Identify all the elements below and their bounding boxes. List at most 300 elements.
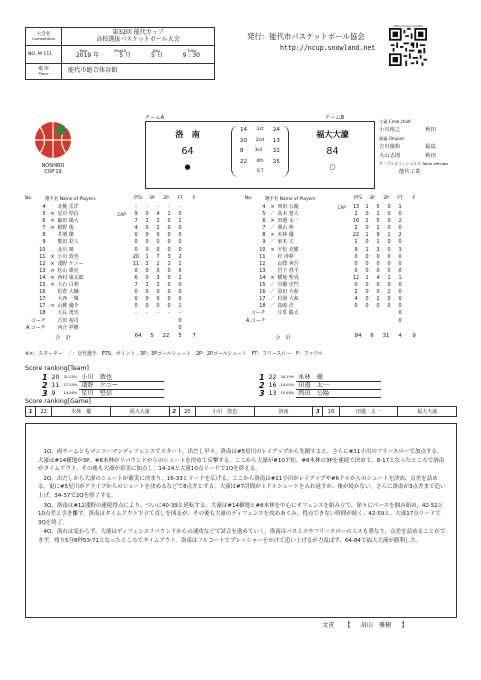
rank-pct: 14.06% [63, 391, 78, 395]
player-ft [384, 310, 395, 317]
table-row [245, 318, 406, 325]
player-no: 4 [262, 204, 266, 210]
team-a-name-text: 洛 南 [175, 129, 200, 139]
captain-mark [117, 303, 131, 310]
roster-head-2p: 2P [383, 196, 389, 201]
player-no: 6 [42, 218, 46, 225]
roster-head-f: F [192, 196, 196, 201]
ranking-team-a [40, 374, 164, 398]
player-no: 15 [39, 282, 46, 289]
player-ft [164, 318, 175, 325]
player-2p: 0 [156, 232, 160, 239]
player-3p: 0 [145, 289, 149, 296]
player-3p: 0 [365, 239, 369, 246]
player-no: 17 [39, 296, 46, 303]
player-pts: 9 [134, 211, 138, 218]
captain-mark [337, 225, 351, 232]
time: 9 : 30 [182, 52, 200, 60]
day: 5 [150, 52, 155, 60]
umpire-pref-2: 秋田 [425, 152, 436, 159]
player-no: 5 [262, 211, 266, 218]
header-table [25, 27, 215, 80]
captain-mark [337, 254, 351, 261]
team-a-roster [25, 204, 186, 332]
player-3p: 0 [145, 211, 149, 218]
roster-head-2p: 2P [163, 196, 169, 201]
q1-a: 14 [240, 127, 248, 133]
table-row [245, 247, 406, 254]
player-2p: 0 [376, 282, 380, 289]
table-row [245, 289, 406, 296]
total-pts: 64 [134, 333, 142, 339]
player-3p: 1 [145, 253, 149, 260]
table-row [25, 268, 186, 275]
player-3p: 1 [365, 274, 369, 281]
table-officials-name: 能代工業 [399, 169, 421, 176]
captain-mark [337, 303, 351, 310]
rank-pts: 11 [51, 382, 60, 389]
roster-head-no: No. [245, 196, 253, 201]
captain-mark [117, 318, 131, 325]
date-head-year: Year [79, 48, 88, 54]
team-b-name-text: 福大大濠 [316, 129, 349, 139]
table-row [245, 275, 406, 282]
player-no: 8 [42, 232, 46, 239]
player-2p: 5 [376, 218, 380, 225]
player-no: 12 [39, 260, 46, 267]
captain-mark [337, 247, 351, 254]
ranking-game-row [26, 407, 457, 417]
player-ft: - [168, 310, 170, 317]
starter-mark [49, 310, 57, 317]
player-ft: 0 [167, 282, 171, 289]
player-no: 11 [259, 253, 266, 260]
table-row [25, 261, 186, 268]
player-pts: 0 [354, 260, 358, 267]
captain-mark [117, 275, 131, 282]
player-f: 1 [178, 303, 182, 310]
captain-mark [117, 239, 131, 246]
q2-a: 20 [240, 137, 248, 144]
player-pts: 0 [354, 267, 358, 274]
player-name: 横地 聖真 [277, 274, 299, 281]
player-name: 片峯 聡太 [277, 310, 299, 317]
quarter-row [232, 146, 288, 157]
competition-name-cell [62, 28, 215, 46]
table-row [245, 225, 406, 232]
table-row [245, 218, 406, 225]
player-f: 0 [398, 303, 402, 310]
player-f: 2 [398, 218, 402, 225]
player-2p: 3 [376, 246, 380, 253]
player-no: 17 [39, 303, 46, 310]
player-f: 3 [398, 246, 402, 253]
captain-mark [337, 232, 351, 239]
player-pts: 0 [134, 246, 138, 253]
player-name: 北川 晴 [57, 246, 74, 253]
crew-pref: 秋田 [425, 127, 436, 134]
player-2p: 4 [156, 211, 160, 218]
player-name: 吉田 裕司 [57, 317, 79, 324]
player-pts [351, 310, 362, 317]
player-3p: 0 [365, 267, 369, 274]
player-3p: 2 [365, 218, 369, 225]
player-2p: 0 [156, 296, 160, 303]
game-rank-name: 木林 優 [52, 407, 111, 417]
player-pts: 4 [354, 296, 358, 303]
table-row [245, 211, 406, 218]
url-link[interactable]: http://ncup.snowland.net [280, 44, 376, 52]
player-pts: 0 [354, 253, 358, 260]
table-row [245, 296, 406, 303]
player-3p: 0 [145, 267, 149, 274]
captain-mark [117, 268, 131, 275]
rank-no: 1 [259, 373, 265, 383]
date-head-month: Month [114, 48, 127, 54]
player-ft: 0 [167, 296, 171, 303]
captain-mark [117, 204, 131, 211]
rank-no: 2 [259, 381, 265, 390]
ranking-row [257, 374, 381, 382]
total-label: 合 計 [55, 335, 71, 341]
table-row [245, 261, 406, 268]
roster-head-pts: PTS [133, 196, 143, 201]
player-pts: 2 [354, 225, 358, 232]
player-f: - [179, 310, 181, 317]
place-label-cell [26, 64, 62, 80]
table-row [245, 232, 406, 239]
player-2p: 0 [156, 303, 160, 310]
rank-pct: 17.19% [63, 383, 78, 387]
player-pts [351, 318, 362, 325]
player-pts: 7 [134, 282, 138, 289]
captain-mark [337, 239, 351, 246]
table-row [25, 225, 186, 232]
player-3p: 0 [145, 239, 149, 246]
captain-mark [117, 232, 131, 239]
player-ft: - [168, 204, 170, 210]
captain-mark: CAP [337, 205, 346, 210]
rank-pts: 9 [51, 390, 56, 397]
place: 能代市総合体育館 [62, 64, 215, 80]
officials [377, 118, 450, 177]
player-name: 西村 康太郎 [57, 274, 84, 281]
player-3p: 0 [365, 282, 369, 289]
player-ft: 1 [167, 260, 171, 267]
player-name: 木林 優 [277, 232, 294, 239]
player-3p: 0 [145, 303, 149, 310]
player-f: 0 [398, 260, 402, 267]
total-3p: 6 [370, 333, 374, 339]
noshiro-cup-logo [27, 118, 79, 180]
player-f: 0 [178, 267, 182, 274]
quarter-row [232, 125, 288, 136]
date-head-time: Time [187, 48, 197, 54]
no-label: NO. [28, 51, 37, 57]
player-3p: 1 [365, 246, 369, 253]
captain-mark [117, 310, 131, 317]
captain-mark [117, 289, 131, 296]
starter-mark [49, 325, 57, 332]
player-no: 11 [39, 253, 46, 260]
player-f: 0 [178, 225, 182, 232]
player-no: 6 [262, 218, 266, 225]
starter-mark: × [270, 218, 275, 225]
player-no: 9 [42, 239, 46, 246]
player-f: 1 [178, 260, 182, 267]
player-2p: 9 [376, 232, 380, 239]
roster-head-no: No. [25, 196, 33, 201]
table-row [245, 310, 406, 317]
player-name: 北桃 岳洋 [57, 204, 79, 210]
team-a-mark-text: ● [184, 163, 191, 171]
player-pts: 0 [134, 303, 138, 310]
player-pts: 0 [134, 232, 138, 239]
starter-mark: ／ [270, 239, 275, 246]
q1-label: 1st [256, 127, 264, 132]
month: 5 [119, 52, 124, 60]
player-name: 大長 勇也 [57, 310, 79, 317]
player-pts: 20 [132, 253, 140, 260]
table-row [25, 204, 186, 211]
player-2p: 2 [376, 296, 380, 303]
umpire-name-2: 大山志則 [379, 152, 401, 159]
total-ft: 5 [178, 333, 182, 339]
player-name: 髙木 寛大 [277, 211, 299, 218]
player-2p: 3 [156, 274, 160, 281]
player-name: 岩下 准平 [277, 267, 299, 274]
ranking-game [25, 406, 457, 417]
player-name: 熊田 彩人 [57, 239, 79, 246]
q3-b: 22 [272, 148, 280, 154]
player-ft: 3 [167, 253, 171, 260]
player-no: 4 [42, 204, 46, 210]
ranking-team-title: Score ranking[Team] [25, 365, 89, 372]
starter-mark: ／ [270, 225, 275, 232]
team-a-label: チームA [145, 115, 165, 121]
ranking-row [257, 390, 381, 398]
captain-mark [117, 218, 131, 225]
player-name: 東木 丈 [277, 239, 294, 246]
umpire-label: 副審 Umpire [379, 135, 404, 141]
player-ft: 1 [387, 274, 391, 281]
player-ft: 0 [167, 232, 171, 239]
qr-icon [388, 28, 428, 66]
starter-mark: × [50, 225, 55, 232]
table-row [245, 204, 406, 211]
year-unit: 年 [93, 52, 100, 60]
team-b-total-text: 84 [326, 146, 339, 157]
table-row [25, 232, 186, 239]
player-3p: 0 [145, 246, 149, 253]
starter-mark: × [50, 303, 55, 310]
game-rank-team: 洛南 [254, 407, 313, 417]
player-f: 2 [178, 253, 182, 260]
player-no: 15 [259, 282, 266, 289]
player-ft [164, 325, 175, 332]
player-3p: 0 [365, 253, 369, 260]
player-2p: 0 [376, 253, 380, 260]
date-cell [62, 46, 215, 64]
starter-mark: × [50, 282, 55, 289]
player-pts: 0 [134, 267, 138, 274]
game-rank-name: 小川 敦也 [195, 407, 254, 417]
player-ft: 0 [167, 289, 171, 296]
player-pts: 16 [352, 218, 360, 225]
byline: 文責 【 畠山 雅樹 】 [322, 622, 408, 629]
player-2p: 1 [376, 211, 380, 218]
player-pts: - [135, 310, 137, 317]
player-no: 16 [259, 289, 266, 296]
player-3p: 0 [145, 232, 149, 239]
player-f: 0 [398, 296, 402, 303]
legend: ※×：スターター ／：交代選手 PTS：ポイント 3P：3Pゴールシュート 2P：2Pゴールシュート FT：フリースロー F：ファウル [25, 351, 324, 357]
player-pts: 11 [132, 260, 140, 267]
player-f: 1 [398, 204, 402, 210]
player-pts: 2 [354, 289, 358, 296]
rank-pct: 15.48% [280, 391, 295, 395]
player-pts: 2 [354, 211, 358, 218]
game-rank-team: 福大大濠 [398, 407, 457, 417]
player-name: 田邉 太一 [277, 218, 299, 225]
player-name: 松山 雄亮 [57, 267, 79, 274]
byline-label: 文責 [322, 622, 335, 629]
starter-mark [49, 247, 57, 254]
team-b-mark [290, 163, 375, 171]
player-ft: 0 [167, 225, 171, 232]
captain-mark [117, 261, 131, 268]
starter-mark [49, 289, 57, 296]
player-ft: 1 [167, 211, 171, 218]
player-f: 0 [178, 246, 182, 253]
table-row [25, 296, 186, 303]
game-rank-pts: 22 [36, 407, 52, 417]
byline-name: 畠山 雅樹 [360, 622, 392, 629]
player-name: 平松 克樹 [277, 246, 299, 253]
player-ft [384, 318, 395, 325]
team-a-total-text: 64 [181, 146, 194, 157]
player-name: 河合 祥樹 [57, 324, 79, 331]
player-2p: 5 [376, 204, 380, 210]
player-3p: 0 [365, 211, 369, 218]
team-b-roster [245, 204, 406, 325]
player-3p: 0 [365, 225, 369, 232]
game-no: M-111 [37, 51, 53, 57]
q3-label: 3rd [254, 148, 262, 153]
player-name: 島崎 洋 [277, 303, 294, 310]
place-label: 場 所 [38, 66, 49, 72]
rank-pct: 26.19% [280, 375, 295, 380]
year: 2019 [75, 52, 92, 60]
game-rank-no: 3 [313, 407, 323, 417]
player-2p [373, 310, 384, 317]
player-2p: 2 [156, 282, 160, 289]
player-3p: 0 [145, 274, 149, 281]
player-name: 山雅 優介 [57, 303, 79, 310]
roster-head-ft: FT [397, 196, 403, 201]
table-row [245, 282, 406, 289]
total-f: 7 [192, 333, 196, 339]
total-label: 合 計 [275, 335, 291, 341]
game-rank-pts: 20 [179, 407, 195, 417]
player-name: 大西 一輝 [57, 296, 79, 303]
table-row [245, 303, 406, 310]
player-ft: 0 [387, 218, 391, 225]
logo-line1: NOSHIRO [41, 164, 65, 169]
player-no: 7 [262, 225, 266, 232]
player-name: 杉 涉夢 [277, 253, 294, 260]
team-b-mark-text: ○ [329, 163, 336, 171]
player-2p: 7 [156, 253, 160, 260]
starter-mark [269, 318, 277, 325]
player-2p: 1 [376, 225, 380, 232]
roster-head-f: F [412, 196, 416, 201]
ot-label: O.T [256, 168, 264, 173]
rank-pts: 13 [268, 390, 277, 397]
player-f: 0 [398, 239, 402, 246]
player-f: 0 [178, 317, 182, 324]
table-row [25, 282, 186, 289]
captain-mark [117, 247, 131, 254]
publisher: 発行：能代市バスケットボール協会 [247, 32, 365, 41]
player-pts [131, 325, 142, 332]
rank-pts: 20 [51, 374, 60, 382]
team-b-name [290, 129, 375, 140]
player-no: 18 [39, 310, 46, 317]
player-3p: 1 [365, 204, 369, 210]
player-f: 1 [178, 218, 182, 225]
player-3p: 0 [365, 289, 369, 296]
rank-pct: 19.05% [280, 383, 295, 387]
quarter-scores [231, 125, 289, 177]
q3-a: 8 [240, 148, 244, 154]
qr-code[interactable] [388, 24, 428, 68]
roster-head-ft: FT [177, 196, 183, 201]
player-ft: 0 [167, 267, 171, 274]
starter-mark [49, 296, 57, 303]
player-pts: 0 [354, 303, 358, 310]
starter-mark: × [50, 253, 55, 260]
captain-mark [117, 225, 131, 232]
player-2p: - [157, 310, 159, 317]
q4-a: 22 [240, 158, 248, 165]
rank-name: 田邉 太一 [296, 382, 381, 390]
q2-label: 2nd [255, 137, 265, 143]
player-3p: 0 [365, 296, 369, 303]
player-name: 大石 白利 [57, 282, 79, 289]
player-no: 18 [259, 303, 266, 310]
starter-mark [49, 232, 57, 239]
player-2p: - [157, 204, 159, 210]
total-2p: 22 [162, 333, 170, 339]
table-row [25, 303, 186, 310]
starter-mark: ／ [270, 303, 275, 310]
game-rank-no: 1 [26, 407, 36, 417]
player-ft: 0 [387, 225, 391, 232]
total-pts: 84 [354, 333, 362, 339]
starter-mark: ／ [270, 211, 275, 218]
player-3p: 0 [145, 225, 149, 232]
player-ft: 0 [387, 282, 391, 289]
captain-mark [117, 254, 131, 261]
player-2p: 4 [376, 274, 380, 281]
starter-mark: × [50, 260, 55, 267]
player-2p: 2 [156, 218, 160, 225]
player-name: 根野 俊 [57, 225, 74, 232]
logo-line2: CUP'19 [44, 170, 62, 175]
player-ft: 0 [387, 303, 391, 310]
player-name: 村岡 大和 [277, 296, 299, 303]
